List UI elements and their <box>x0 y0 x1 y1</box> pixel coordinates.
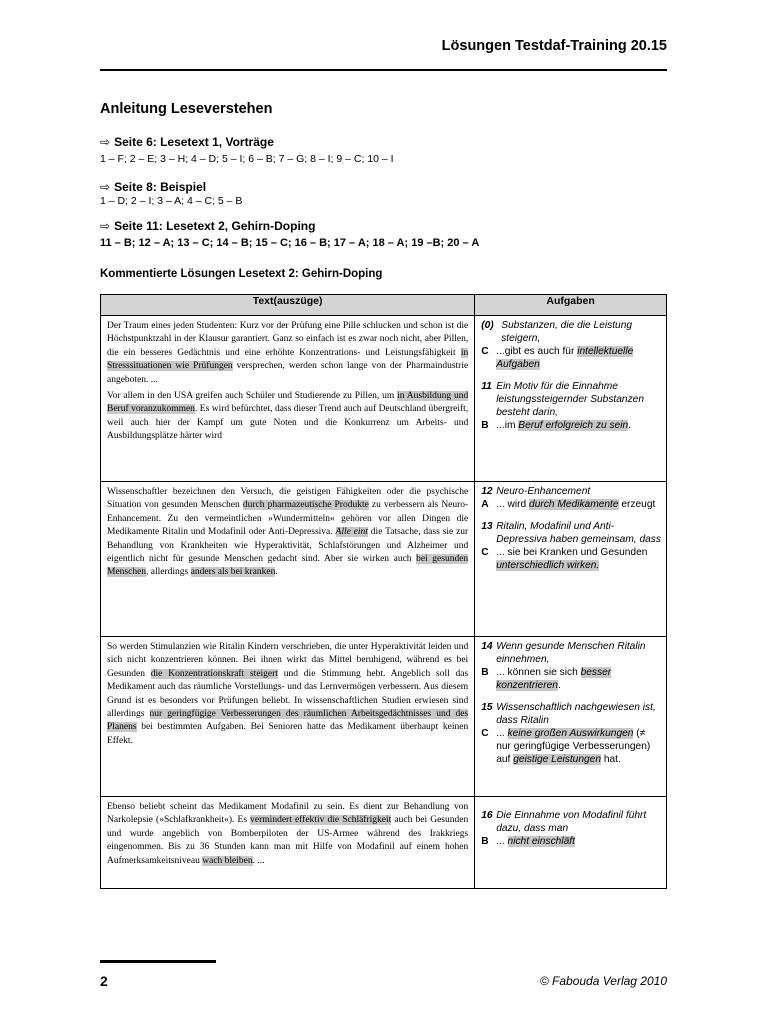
arrow-right-icon: ⇨ <box>100 180 111 194</box>
task-number: 15 <box>481 702 493 713</box>
answer-letter: B <box>481 836 489 847</box>
text-segment: . <box>628 420 631 431</box>
section-heading-seite-11: ⇨ Seite 11: Lesetext 2, Gehirn-Doping <box>100 219 316 233</box>
spacer <box>481 371 662 380</box>
section-answers-seite-8: 1 – D; 2 – I; 3 – A; 4 – C; 5 – B <box>100 195 243 207</box>
spacer <box>481 511 662 520</box>
section-answers-seite-11: 11 – B; 12 – A; 13 – C; 14 – B; 15 – C; 16 – B; 17 – A; 18 – A; 19 –B; 20 – A <box>100 237 480 249</box>
page-title: Lösungen Testdaf-Training 20.15 <box>441 38 667 54</box>
text-segment: Neuro-Enhancement <box>496 486 591 497</box>
highlighted-text: durch Medikamente <box>529 499 619 510</box>
text-paragraph <box>107 801 468 868</box>
task-item <box>481 380 662 419</box>
copyright: © Fabouda Verlag 2010 <box>539 974 667 988</box>
text-segment: ... <box>496 728 508 739</box>
text-excerpt-cell <box>101 797 475 889</box>
highlighted-text: nur geringfügige Verbesserungen des räumlichen Arbeitsgedächtnisses und des Planens <box>107 709 469 733</box>
text-segment: ...im <box>496 420 519 431</box>
answer-letter: C <box>481 346 489 357</box>
highlighted-text: wach bleiben <box>202 855 253 866</box>
task-text <box>496 666 662 692</box>
task-cell <box>475 316 667 482</box>
text-segment: Ebenso beliebt scheint das Medikament Modafinil zu sein. Es dient zur Behandlung von Narkolepsie (»Schlafkrankheit«). Es <box>107 802 469 826</box>
highlighted-text: Beruf erfolgreich zu sein <box>518 420 629 431</box>
text-excerpt-cell <box>101 482 475 637</box>
answer-line <box>481 498 662 511</box>
task-text <box>496 701 662 727</box>
task-cell <box>475 637 667 797</box>
task-number: 11 <box>481 381 492 392</box>
text-segment: auch bei Gesunden und wurde angeblich von Bomberpiloten der US-Armee während des Irakkriegs eingenommen. Bis zu 36 Stunden kann man mit Hilfe von Modafinil auf einem hohen Aufmerksamkeitsniveau <box>107 815 469 866</box>
task-text <box>496 520 662 546</box>
text-paragraph <box>107 320 468 387</box>
text-segment: ... <box>496 836 508 847</box>
text-paragraph <box>107 486 468 580</box>
task-cell <box>475 482 667 637</box>
highlighted-text: geistige Leistungen <box>513 754 601 765</box>
text-segment: Der Traum eines jeden Studenten: Kurz vor der Prüfung eine Pille schlucken und schon ist die Höchstpunktzahl in der Klausur garantiert. Ganz so einfach ist es zwar noch nicht, aber Pillen, die ein besseres Gedächtnis und eine erhöhte Konzentrations- und Leistungsfähigkeit <box>107 321 469 358</box>
table-row <box>101 797 667 889</box>
highlighted-text: intellektuelle Aufgaben <box>496 346 634 370</box>
text-segment: (≠ nur geringfügige Verbesserungen) auf <box>496 728 651 765</box>
task-number: (0) <box>481 320 494 331</box>
text-segment: . Es wird befürchtet, dass dieser Trend auch auf Deutschland übergreift, weil auch hier der Kampf um gute Noten und die Konkurrenz um Arbeits- und Ausbildungsplätze härter wird <box>107 404 469 442</box>
text-segment: So werden Stimulanzien wie Ritalin Kindern verschrieben, die unter Hyperaktivität leiden und sich nicht konzentrieren können. Bei ihnen wirkt das Mittel beruhigend, während es bei Gesunden <box>107 642 469 679</box>
text-segment: versprechen, werden schon lange von der Pharmaindustrie angeboten. ... <box>107 361 469 385</box>
text-segment: ...gibt es auch für <box>496 346 578 357</box>
answer-line <box>481 345 662 371</box>
text-segment: . ... <box>252 855 265 866</box>
answer-line <box>481 835 662 848</box>
task-text <box>496 835 575 848</box>
answer-line <box>481 727 662 766</box>
comment-heading: Kommentierte Lösungen Lesetext 2: Gehirn-Doping <box>100 268 383 280</box>
text-paragraph <box>107 641 468 748</box>
solutions-table <box>100 294 667 889</box>
task-number: 16 <box>481 810 493 821</box>
text-segment: die Tatsache, dass sie zur Behandlung von Krankheiten wie Hyperaktivität, Schlafstörungen und Alzheimer und eigentlich nicht für gesunde Menschen gedacht sind. Aber sie wirken auch <box>107 527 469 565</box>
text-segment: bei bestimmten Aufgaben. Bei Senioren hatte das Medikament überhaupt keinen Effekt. <box>107 722 469 746</box>
spacer <box>481 800 662 809</box>
table-header-row <box>101 295 667 316</box>
text-segment: ... wird <box>496 499 530 510</box>
text-segment: Ein Motiv für die Einnahme leistungssteigernder Substanzen besteht darin, <box>496 381 645 418</box>
highlighted-text: die Konzentrationskraft steigert <box>150 668 278 679</box>
task-number: 12 <box>481 486 493 497</box>
text-segment: Wissenschaftler bezeichnen den Versuch, die geistigen Fähigkeiten oder die psychische Situation von gesunden Menschen <box>107 487 469 511</box>
text-segment: ... sie bei Kranken und Gesunden <box>496 547 648 558</box>
highlighted-text: durch pharmazeutische Produkte <box>242 500 369 511</box>
text-segment: zu verbessern als Neuro-Enhancement. Zu den vermeintlichen »Wundermitteln« gehören vor allen Dingen die Medikamente Ritalin und Modafinil oder Anti-Depressiva. <box>107 500 469 538</box>
task-item <box>481 485 662 498</box>
text-segment: Wissenschaftlich nachgewiesen ist, dass Ritalin <box>496 702 656 726</box>
text-segment: . <box>275 567 278 578</box>
answer-line <box>481 546 662 572</box>
answer-line <box>481 666 662 692</box>
task-number: 14 <box>481 641 493 652</box>
highlighted-text: nicht einschläft <box>507 836 575 847</box>
header-rule <box>100 69 667 71</box>
highlighted-text: unterschiedlich wirken. <box>496 560 600 571</box>
section-title: Anleitung Leseverstehen <box>100 101 273 117</box>
task-text <box>496 727 662 766</box>
task-item <box>481 640 662 666</box>
task-text <box>501 319 662 345</box>
highlighted-text: keine großen Auswirkungen <box>507 728 634 739</box>
answer-letter: C <box>481 547 489 558</box>
text-segment: Substanzen, die die Leistung steigern, <box>501 320 633 344</box>
footer-rule <box>100 960 216 963</box>
text-segment: ... können sie sich <box>496 667 581 678</box>
task-text <box>496 485 590 498</box>
task-item <box>481 319 662 345</box>
task-number: 13 <box>481 521 493 532</box>
highlighted-text: bei gesunden Menschen <box>107 554 469 578</box>
highlighted-text: anders als bei kranken <box>190 567 276 578</box>
table-row <box>101 482 667 637</box>
answer-letter: A <box>481 499 489 510</box>
task-text <box>496 380 662 419</box>
text-segment: Die Einnahme von Modafinil führt dazu, dass man <box>496 810 647 834</box>
answer-letter: B <box>481 667 489 678</box>
section-answers-seite-6: 1 – F; 2 – E; 3 – H; 4 – D; 5 – I; 6 – B; 7 – G; 8 – I; 9 – C; 10 – I <box>100 153 394 165</box>
table-row <box>101 316 667 482</box>
answer-letter: C <box>481 728 489 739</box>
answer-line <box>481 419 662 432</box>
table-row <box>101 637 667 797</box>
task-cell <box>475 797 667 889</box>
text-excerpt-cell <box>101 637 475 797</box>
highlighted-text: in Stresssituationen wie Prüfungen <box>107 347 469 372</box>
highlighted-text: Alle eint <box>335 527 368 538</box>
section-heading-seite-6: ⇨ Seite 6: Lesetext 1, Vorträge <box>100 135 274 149</box>
task-text <box>496 419 631 432</box>
task-text <box>496 546 662 572</box>
arrow-right-icon: ⇨ <box>100 135 111 149</box>
text-excerpt-cell <box>101 316 475 482</box>
task-text <box>496 809 662 835</box>
section-heading-seite-8: ⇨ Seite 8: Beispiel <box>100 180 207 194</box>
highlighted-text: in Ausbildung und Beruf voranzukommen <box>107 391 469 415</box>
text-segment: , allerdings <box>146 567 191 578</box>
highlighted-text: vermindert effektiv die Schläfrigkeit <box>250 815 392 826</box>
text-segment: Ritalin, Modafinil und Anti-Depressiva haben gemeinsam, dass <box>496 521 661 545</box>
task-text <box>496 345 662 371</box>
text-segment: erzeugt <box>618 499 656 510</box>
task-item <box>481 520 662 546</box>
text-segment: hat. <box>601 754 621 765</box>
task-item <box>481 701 662 727</box>
text-segment: Vor allem in den USA greifen auch Schüler und Studierende zu Pillen, um <box>107 391 398 402</box>
answer-letter: B <box>481 420 489 431</box>
text-segment: Wenn gesunde Menschen Ritalin einnehmen, <box>496 641 646 665</box>
task-text <box>496 498 655 511</box>
spacer <box>481 692 662 701</box>
column-header-aufgaben: Aufgaben <box>475 295 667 316</box>
text-paragraph <box>107 390 468 444</box>
task-text <box>496 640 662 666</box>
text-segment: und die Stimmung hebt. Angeblich soll das Medikament auch das räumliche Vorstellungs- und das Lernvermögen verbessern. Aus diesem Grund ist es besonders vor Prüfungen beliebt. In wissenschaftlichen Studien erwiesen sind allerdings <box>107 668 469 720</box>
page-number: 2 <box>100 973 108 989</box>
task-item <box>481 809 662 835</box>
column-header-text: Text(auszüge) <box>101 295 475 316</box>
arrow-right-icon: ⇨ <box>100 219 111 233</box>
text-segment: . <box>557 680 561 691</box>
highlighted-text: besser konzentrieren <box>496 667 612 691</box>
